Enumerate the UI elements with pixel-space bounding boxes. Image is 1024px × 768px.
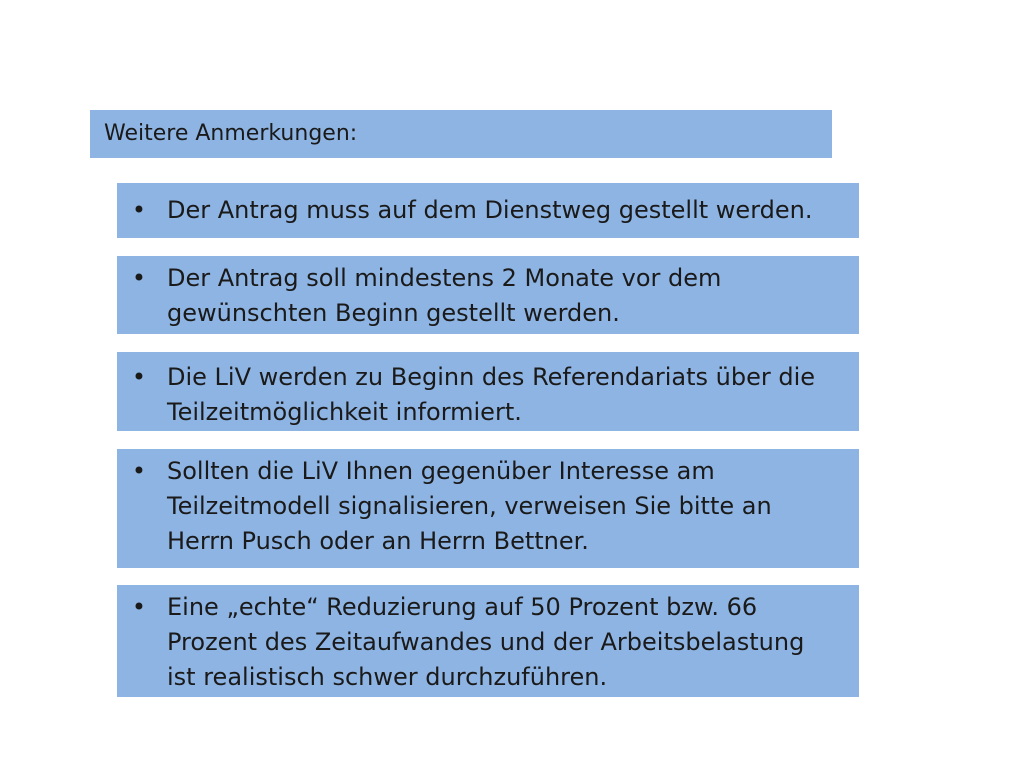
- note-item: [117, 183, 859, 238]
- note-item: [117, 449, 859, 568]
- bullet-dot: •: [131, 457, 147, 485]
- note-item: [117, 585, 859, 697]
- bullet-dot: •: [131, 593, 147, 621]
- note-text: Die LiV werden zu Beginn des Referendariats über die Teilzeitmöglichkeit informiert.: [167, 363, 816, 426]
- heading-text: Weitere Anmerkungen:: [104, 121, 358, 146]
- bullet-dot: •: [131, 264, 147, 292]
- bullet-dot: •: [131, 196, 147, 224]
- note-item: [117, 256, 859, 334]
- bullet-dot: •: [131, 363, 147, 391]
- note-text: Der Antrag soll mindestens 2 Monate vor dem gewünschten Beginn gestellt werden.: [167, 264, 722, 327]
- note-item: [117, 352, 859, 431]
- note-text: Der Antrag muss auf dem Dienstweg gestellt werden.: [167, 196, 813, 224]
- note-text: Eine „echte“ Reduzierung auf 50 Prozent bzw. 66 Prozent des Zeitaufwandes und der Arbeitsbelastung ist realistisch schwer durchzuführen.: [167, 593, 805, 691]
- heading-box: [90, 110, 832, 158]
- note-text: Sollten die LiV Ihnen gegenüber Interesse am Teilzeitmodell signalisieren, verweisen Sie bitte an Herrn Pusch oder an Herrn Bettner.: [167, 457, 772, 555]
